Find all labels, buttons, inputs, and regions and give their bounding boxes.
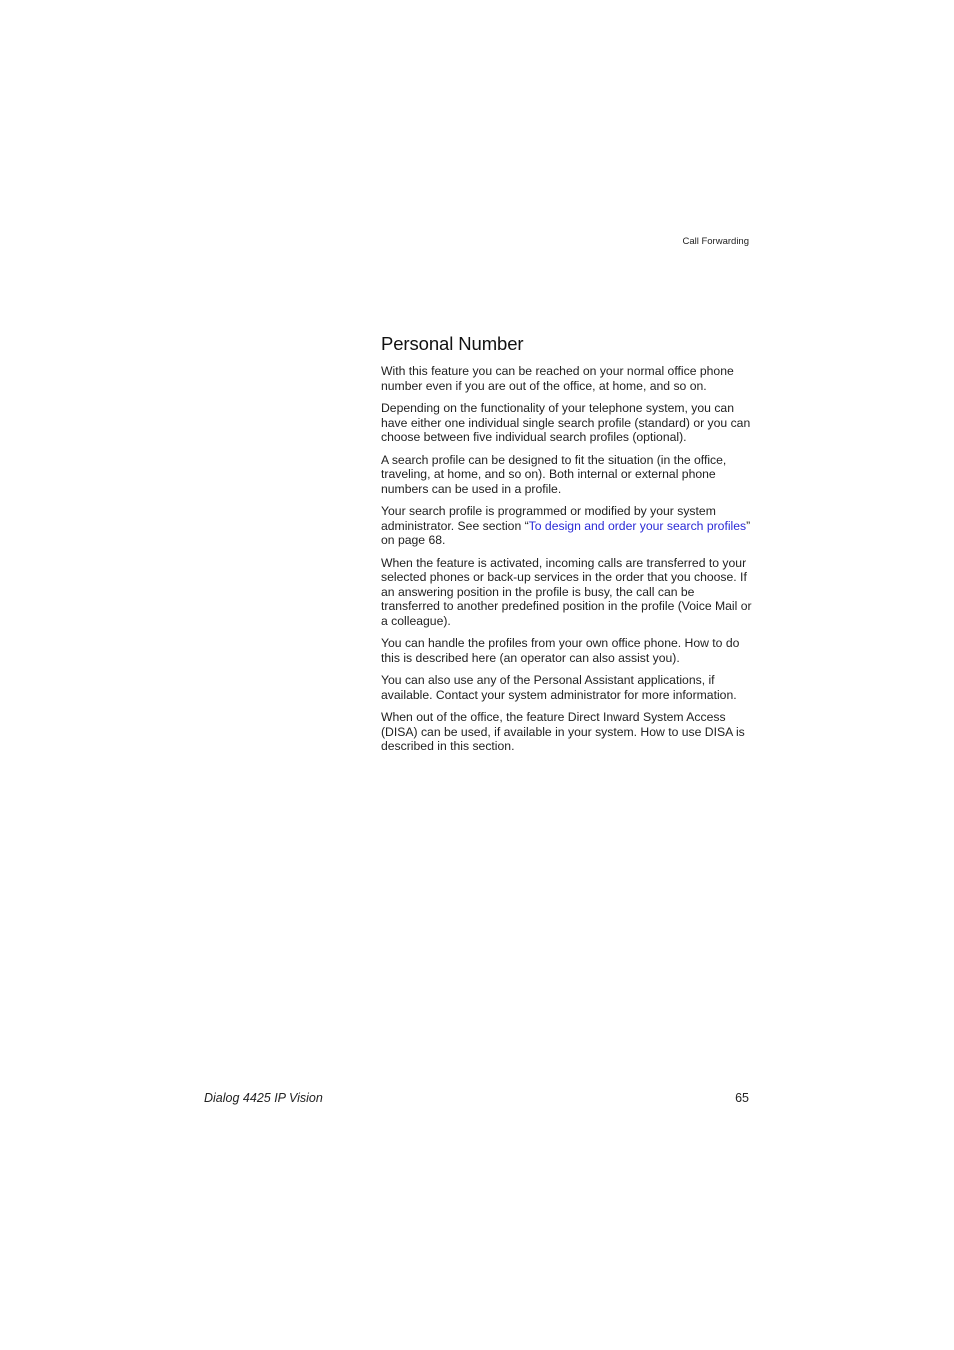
paragraph-administrator (381, 504, 753, 548)
footer-page-number: 65 (735, 1091, 749, 1105)
design-profiles-link[interactable]: To design and order your search profiles (528, 518, 747, 533)
paragraph-disa: When out of the office, the feature Direct Inward System Access (DISA) can be used, if available in your system. How to use DISA is described in this section. (381, 710, 745, 753)
paragraph-administrator-before: Your search profile is programmed or modified by your system administrator. See section “ (381, 504, 716, 533)
paragraph-administrator-after: ” on page 68. (381, 518, 751, 547)
paragraph-intro: With this feature you can be reached on your normal office phone number even if you are out of the office, at home, and so on. (381, 364, 734, 393)
main-content (381, 333, 753, 762)
page-title: Personal Number (381, 333, 524, 354)
paragraph-search-profile: A search profile can be designed to fit the situation (in the office, traveling, at home, and so on). Both internal or external phone numbers can be used in a profile. (381, 452, 727, 496)
paragraph-personal-assistant: You can also use any of the Personal Assistant applications, if available. Contact your system administrator for more information. (381, 673, 737, 702)
footer-product-name: Dialog 4425 IP Vision (204, 1091, 323, 1105)
paragraph-activation: When the feature is activated, incoming calls are transferred to your selected phones or back-up services in the order that you choose. If an answering position in the profile is busy, the call can be transferred to another predefined position in the profile (Voice Mail or a colleague). (381, 555, 752, 628)
paragraph-functionality: Depending on the functionality of your telephone system, you can have either one individual single search profile (standard) or you can choose between five individual search profiles (optional). (381, 401, 751, 444)
running-header: Call Forwarding (682, 236, 749, 247)
paragraph-handle-profiles: You can handle the profiles from your own office phone. How to do this is described here (an operator can also assist you). (381, 636, 740, 665)
